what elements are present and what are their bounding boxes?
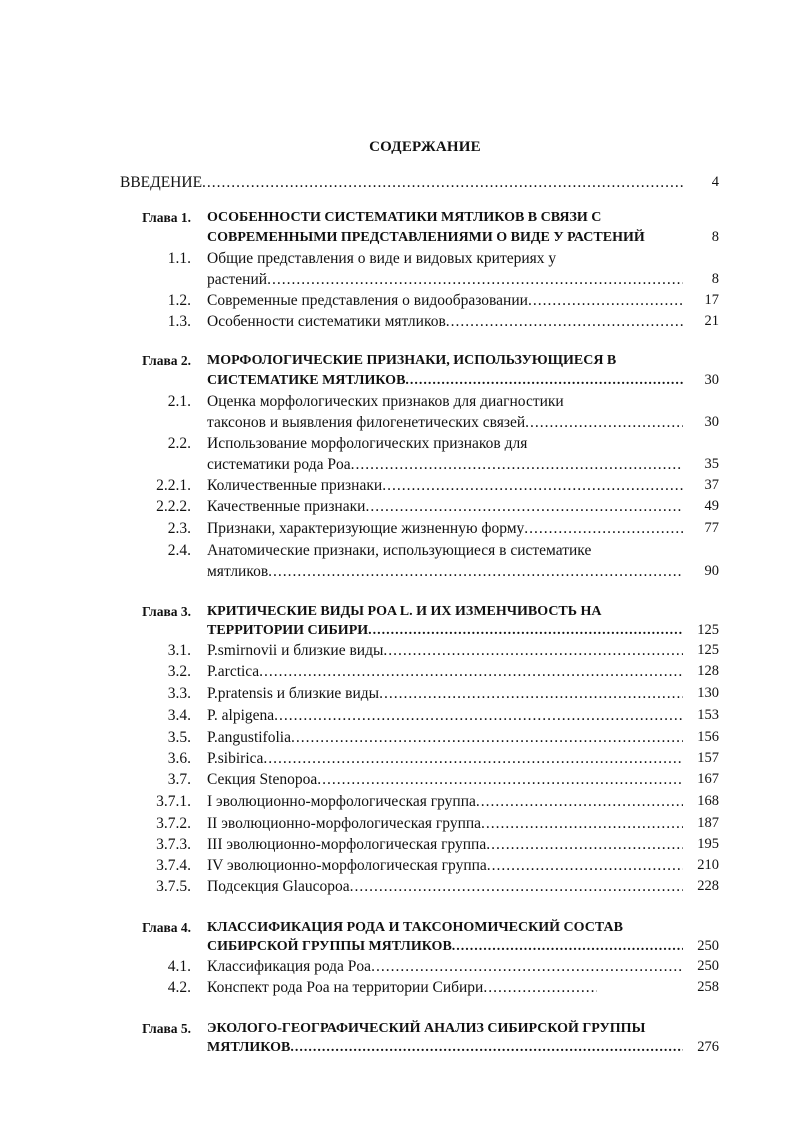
toc-entry[interactable] [0,518,793,539]
dot-leader [446,311,683,332]
dot-leader [268,561,683,582]
page-number: 90 [704,563,719,579]
toc-entry-label: P. alpigena [207,707,275,724]
toc-entry-label: Признаки, характеризующие жизненную форму [207,520,525,537]
toc-entry[interactable] [0,748,793,769]
toc-entry[interactable] [0,248,793,269]
dot-leader [528,290,683,311]
toc-entry[interactable] [0,433,793,454]
toc-entry-label: Использование морфологических признаков для [207,435,528,452]
toc-entry[interactable] [0,311,793,332]
section-number: 3.7.5. [156,878,191,895]
page-number: 21 [704,313,719,329]
page-number: 228 [697,878,719,894]
page-number: 167 [697,771,719,787]
section-number: 1.2. [167,292,191,309]
toc-entry-intro[interactable] [0,172,793,193]
page-number: 49 [704,498,719,514]
page-number: 125 [697,642,719,658]
section-number: 3.7.2. [156,815,191,832]
section-number: 3.4. [167,707,191,724]
toc-entry-label: систематики рода Poa [207,456,351,473]
chapter-label: Глава 4. [142,920,191,935]
toc-entry[interactable] [0,791,793,812]
dot-leader [202,172,683,193]
toc-entry-label: Анатомические признаки, использующиеся в систематике [207,542,592,559]
section-number: 1.1. [167,250,191,267]
chapter-label: Глава 3. [142,604,191,619]
chapter-heading-cont[interactable] [0,936,793,957]
page-number: 195 [697,836,719,852]
toc-entry-label: III эволюционно-морфологическая группа [207,836,487,853]
page-number: 8 [711,229,719,245]
toc-entry-label: растений [207,271,268,288]
section-number: 2.4. [167,542,191,559]
chapter-heading-cont[interactable] [0,227,793,248]
toc-entry[interactable] [0,834,793,855]
dot-leader [351,454,683,475]
section-number: 3.7. [167,771,191,788]
section-number: 2.3. [167,520,191,537]
section-number: 3.3. [167,685,191,702]
dot-leader [481,813,683,834]
page-number: 125 [697,622,719,638]
chapter-heading[interactable] [0,917,793,938]
section-number: 3.7.1. [156,793,191,810]
toc-entry-cont[interactable] [0,412,793,433]
toc-entry-label: Конспект рода Poa на территории Сибири [207,979,484,996]
section-number: 2.2. [167,435,191,452]
section-number: 4.2. [167,979,191,996]
toc-entry-label: P.sibirica [207,750,264,767]
toc-entry[interactable] [0,290,793,311]
toc-entry[interactable] [0,876,793,897]
page-number: 168 [697,793,719,809]
toc-entry-label: P.arctica [207,663,260,680]
toc-entry-label: Оценка морфологических признаков для диагностики [207,393,564,410]
dot-leader [368,620,683,641]
page-number: 250 [697,938,719,954]
page-number: 210 [697,857,719,873]
dot-leader [259,661,683,682]
toc-entry[interactable] [0,813,793,834]
toc-entry-label: Общие представления о виде и видовых критериях у [207,250,557,267]
dot-leader [382,475,683,496]
toc-entry-label: таксонов и выявления филогенетических связей [207,414,526,431]
toc-entry[interactable] [0,391,793,412]
dot-leader [267,269,683,290]
toc-entry-label: II эволюционно-морфологическая группа [207,815,482,832]
chapter-title-line: МОРФОЛОГИЧЕСКИЕ ПРИЗНАКИ, ИСПОЛЬЗУЮЩИЕСЯ В [207,353,617,368]
toc-entry-label: Секция Stenopoa [207,771,318,788]
toc-entry[interactable] [0,475,793,496]
section-number: 1.3. [167,313,191,330]
page-title: СОДЕРЖАНИЕ [369,139,481,155]
page-number: 17 [704,292,719,308]
chapter-label: Глава 1. [142,210,191,225]
page-number: 130 [697,685,719,701]
chapter-heading-cont[interactable] [0,1037,793,1058]
dot-leader [371,956,683,977]
section-number: 3.2. [167,663,191,680]
dot-leader [291,727,683,748]
chapter-heading[interactable] [0,350,793,371]
page-number: 8 [711,271,719,287]
dot-leader [290,1037,683,1058]
chapter-heading[interactable] [0,601,793,622]
page-number: 37 [704,477,719,493]
chapter-label: Глава 2. [142,353,191,368]
page-number: 128 [697,663,719,679]
chapter-heading-cont[interactable] [0,370,793,391]
chapter-title-line: КЛАССИФИКАЦИЯ РОДА И ТАКСОНОМИЧЕСКИЙ СОСТАВ [207,920,623,935]
page-number: 258 [697,979,719,995]
chapter-title-line: ОСОБЕННОСТИ СИСТЕМАТИКИ МЯТЛИКОВ В СВЯЗИ С [207,210,602,225]
dot-leader [476,791,683,812]
toc-entry-label: IV эволюционно-морфологическая группа [207,857,487,874]
toc-entry-label: Современные представления о видообразовании [207,292,528,309]
page-number: 35 [704,456,719,472]
toc-entry[interactable] [0,540,793,561]
toc-entry-label: ВВЕДЕНИЕ [120,174,203,191]
page-number: 77 [704,520,719,536]
toc-entry-label: мятликов [207,563,269,580]
toc-entry[interactable] [0,956,793,977]
toc-entry-label: Подсекция Glaucopoa [207,878,350,895]
dot-leader [487,855,683,876]
page-number: 250 [697,958,719,974]
toc-entry-cont[interactable] [0,269,793,290]
section-number: 3.7.3. [156,836,191,853]
chapter-title-line: МЯТЛИКОВ [207,1040,291,1055]
toc-entry[interactable] [0,683,793,704]
chapter-title-line: СИСТЕМАТИКЕ МЯТЛИКОВ [207,373,406,388]
toc-entry-label: P.angustifolia [207,729,291,746]
toc-entry-cont[interactable] [0,561,793,582]
toc-entry-label: P.pratensis и близкие виды [207,685,380,702]
toc-entry-label: Классификация рода Poa [207,958,372,975]
page-number: 153 [697,707,719,723]
page-number: 187 [697,815,719,831]
toc-entry-label: Количественные признаки [207,477,383,494]
toc-entry-label: Качественные признаки [207,498,366,515]
section-number: 2.2.1. [156,477,191,494]
chapter-title-line: ЭКОЛОГО-ГЕОГРАФИЧЕСКИЙ АНАЛИЗ СИБИРСКОЙ ГРУППЫ [207,1021,646,1036]
dot-leader [274,705,683,726]
dot-leader [365,496,683,517]
chapter-title-line: СОВРЕМЕННЫМИ ПРЕДСТАВЛЕНИЯМИ О ВИДЕ У РАСТЕНИЙ [207,230,645,245]
toc-entry-label: P.smirnovii и близкие виды [207,642,384,659]
page-number: 4 [711,174,719,190]
chapter-title-line: СИБИРСКОЙ ГРУППЫ МЯТЛИКОВ [207,939,452,954]
section-number: 4.1. [167,958,191,975]
dot-leader [486,834,683,855]
page-number: 30 [704,372,719,388]
dot-leader [263,748,683,769]
toc-entry[interactable] [0,977,793,998]
toc-entry[interactable] [0,855,793,876]
chapter-heading[interactable] [0,207,793,228]
page-number: 157 [697,750,719,766]
toc-entry-label: Особенности систематики мятликов [207,313,446,330]
chapter-title-line: ТЕРРИТОРИИ СИБИРИ [207,623,369,638]
dot-leader [379,683,683,704]
toc-entry[interactable] [0,727,793,748]
section-number: 2.2.2. [156,498,191,515]
toc-entry[interactable] [0,661,793,682]
dot-leader [452,936,683,957]
toc-entry[interactable] [0,769,793,790]
section-number: 2.1. [167,393,191,410]
chapter-title-line: КРИТИЧЕСКИЕ ВИДЫ POA L. И ИХ ИЗМЕНЧИВОСТЬ НА [207,604,602,619]
dot-leader [383,640,683,661]
section-number: 3.6. [167,750,191,767]
chapter-heading-cont[interactable] [0,620,793,641]
page-number: 276 [697,1039,719,1055]
toc-entry[interactable] [0,496,793,517]
section-number: 3.7.4. [156,857,191,874]
page-number: 30 [704,414,719,430]
chapter-heading[interactable] [0,1018,793,1039]
toc-entry[interactable] [0,640,793,661]
dot-leader [483,977,597,998]
page-number: 156 [697,729,719,745]
dot-leader [525,412,683,433]
toc-entry-label: I эволюционно-морфологическая группа [207,793,476,810]
dot-leader [405,370,683,391]
toc-entry[interactable] [0,705,793,726]
dot-leader [524,518,683,539]
dot-leader [317,769,683,790]
toc-entry-cont[interactable] [0,454,793,475]
section-number: 3.1. [167,642,191,659]
section-number: 3.5. [167,729,191,746]
chapter-label: Глава 5. [142,1021,191,1036]
dot-leader [350,876,683,897]
